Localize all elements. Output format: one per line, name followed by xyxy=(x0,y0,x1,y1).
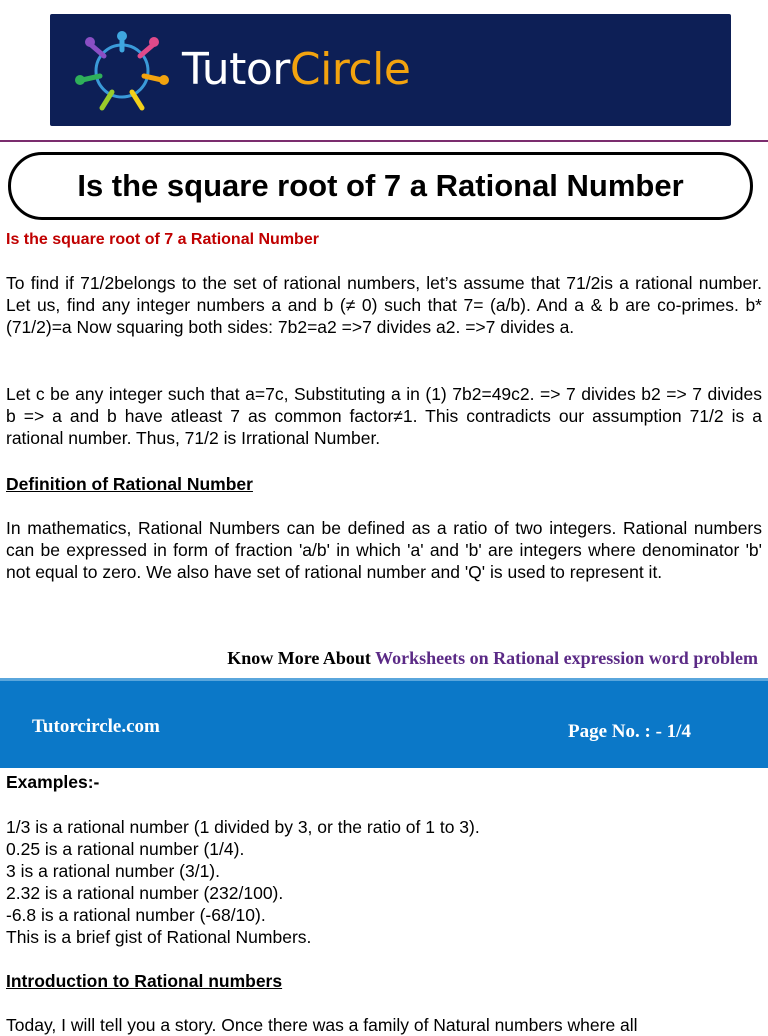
paragraph-1: To find if 71/2belongs to the set of rational numbers, let’s assume that 71/2is a rational number. Let us, find any integer numbers a and b (≠ 0) such that 7= (a/b). And a & b are co-primes. b*(71/2)=a Now squaring both sides: 7b2=a2 =>7 divides a2. =>7 divides a. xyxy=(6,273,762,337)
page-footer xyxy=(0,678,768,768)
tutorcircle-logo-icon xyxy=(72,30,172,112)
list-item: 1/3 is a rational number (1 divided by 3, or the ratio of 1 to 3). xyxy=(6,817,480,837)
paragraph-2: Let c be any integer such that a=7c, Substituting a in (1) 7b2=49c2. => 7 divides b2 => 7 divides b => a and b have atleast 7 as common factor≠1. This contradicts our assumption 71/2 is a rational number. Thus, 71/2 is Irrational Number. xyxy=(6,384,762,448)
definition-heading: Definition of Rational Number xyxy=(6,474,253,494)
footer-site: Tutorcircle.com xyxy=(32,716,160,737)
intro-heading: Introduction to Rational numbers xyxy=(6,971,283,991)
list-item: 2.32 is a rational number (232/100). xyxy=(6,883,284,903)
list-item: This is a brief gist of Rational Numbers. xyxy=(6,927,312,947)
divider xyxy=(0,140,768,142)
examples-heading: Examples:- xyxy=(6,772,100,792)
definition-text: In mathematics, Rational Numbers can be defined as a ratio of two integers. Rational numbers can be expressed in form of fraction 'a/b' in which 'a' and 'b' are integers where denominator 'b' not equal to zero. We also have set of rational number and 'Q' is used to represent it. xyxy=(6,518,762,582)
intro-text: Today, I will tell you a story. Once there was a family of Natural numbers where all xyxy=(6,1015,638,1035)
know-more-prefix: Know More About xyxy=(227,648,371,668)
list-item: 3 is a rational number (3/1). xyxy=(6,861,220,881)
section-subtitle: Is the square root of 7 a Rational Number xyxy=(6,231,319,248)
know-more-link[interactable]: Worksheets on Rational expression word problem xyxy=(375,648,758,668)
brand-part-1: Tutor xyxy=(182,44,290,95)
know-more xyxy=(227,648,758,669)
brand-part-2: Circle xyxy=(289,44,411,95)
brand-wordmark xyxy=(182,44,410,96)
list-item: 0.25 is a rational number (1/4). xyxy=(6,839,245,859)
list-item: -6.8 is a rational number (-68/10). xyxy=(6,905,266,925)
footer-page-number: Page No. : - 1/4 xyxy=(568,721,691,742)
page-title: Is the square root of 7 a Rational Number xyxy=(8,152,753,220)
header-banner xyxy=(50,14,731,126)
